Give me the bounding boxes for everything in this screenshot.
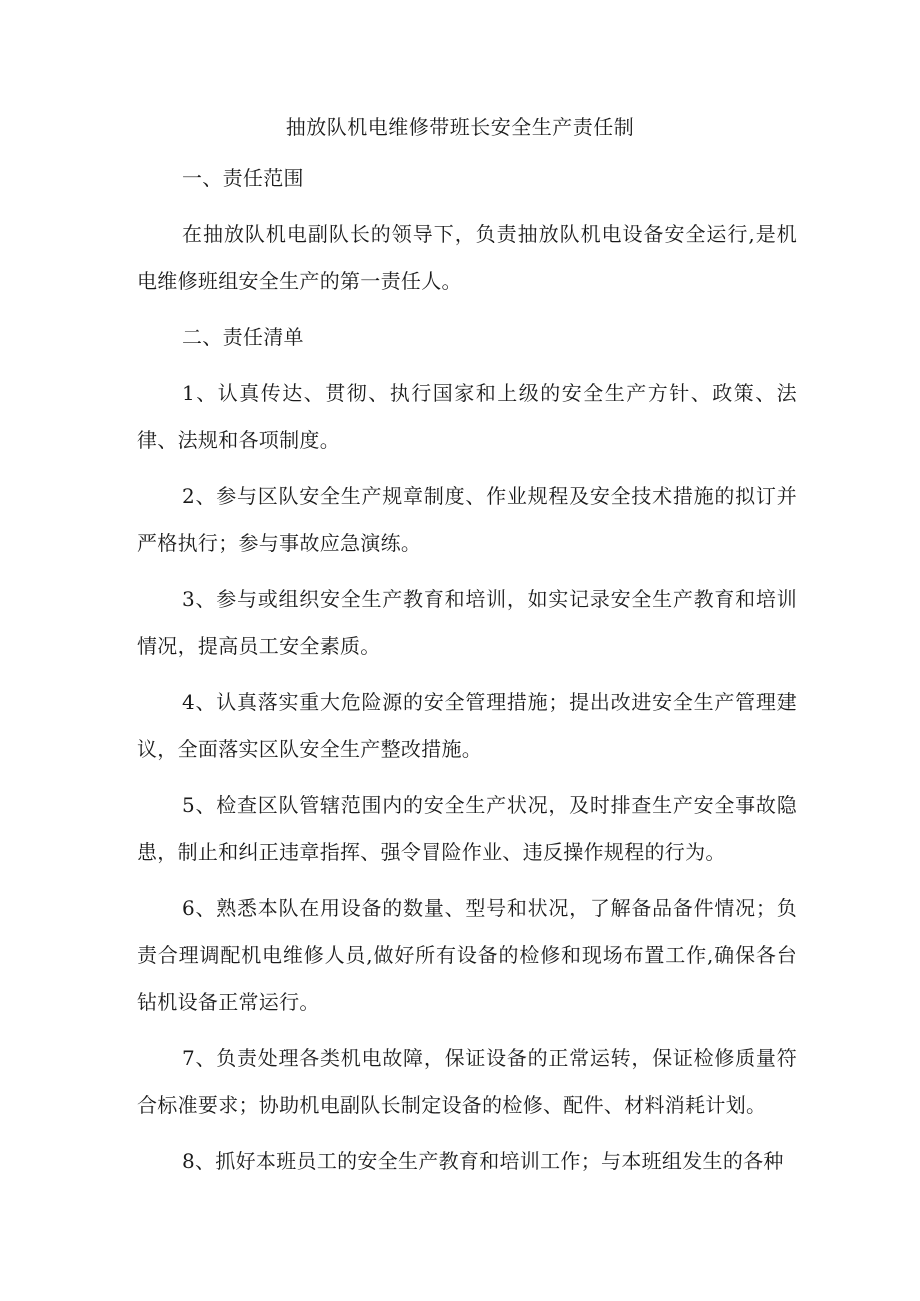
list-item-4: 4、认真落实重大危险源的安全管理措施；提出改进安全生产管理建议，全面落实区队安全生产整改措施。	[137, 690, 797, 761]
list-item-6: 6、熟悉本队在用设备的数量、型号和状况，了解备品备件情况；负责合理调配机电维修人员,做好所有设备的检修和现场布置工作,确保各台钻机设备正常运行。	[137, 896, 797, 1014]
list-item-3: 3、参与或组织安全生产教育和培训，如实记录安全生产教育和培训情况，提高员工安全素质。	[137, 587, 797, 658]
list-item-7: 7、负责处理各类机电故障，保证设备的正常运转，保证检修质量符合标准要求；协助机电副队长制定设备的检修、配件、材料消耗计划。	[137, 1046, 797, 1117]
section-heading-list: 二、责任清单	[182, 325, 304, 349]
list-item-2: 2、参与区队安全生产规章制度、作业规程及安全技术措施的拟订并严格执行；参与事故应急演练。	[137, 484, 797, 555]
document-body	[137, 155, 797, 1194]
section-heading-scope: 一、责任范围	[182, 166, 304, 190]
list-item-8: 8、抓好本班员工的安全生产教育和培训工作；与本班组发生的各种	[182, 1149, 784, 1173]
list-item-5: 5、检查区队管辖范围内的安全生产状况，及时排查生产安全事故隐患，制止和纠正违章指挥、强令冒险作业、违反操作规程的行为。	[137, 793, 797, 864]
list-item-1: 1、认真传达、贯彻、执行国家和上级的安全生产方针、政策、法律、法规和各项制度。	[137, 381, 797, 452]
document-title: 抽放队机电维修带班长安全生产责任制	[285, 115, 635, 139]
paragraph-scope: 在抽放队机电副队长的领导下，负责抽放队机电设备安全运行,是机电维修班组安全生产的第一责任人。	[137, 222, 797, 293]
